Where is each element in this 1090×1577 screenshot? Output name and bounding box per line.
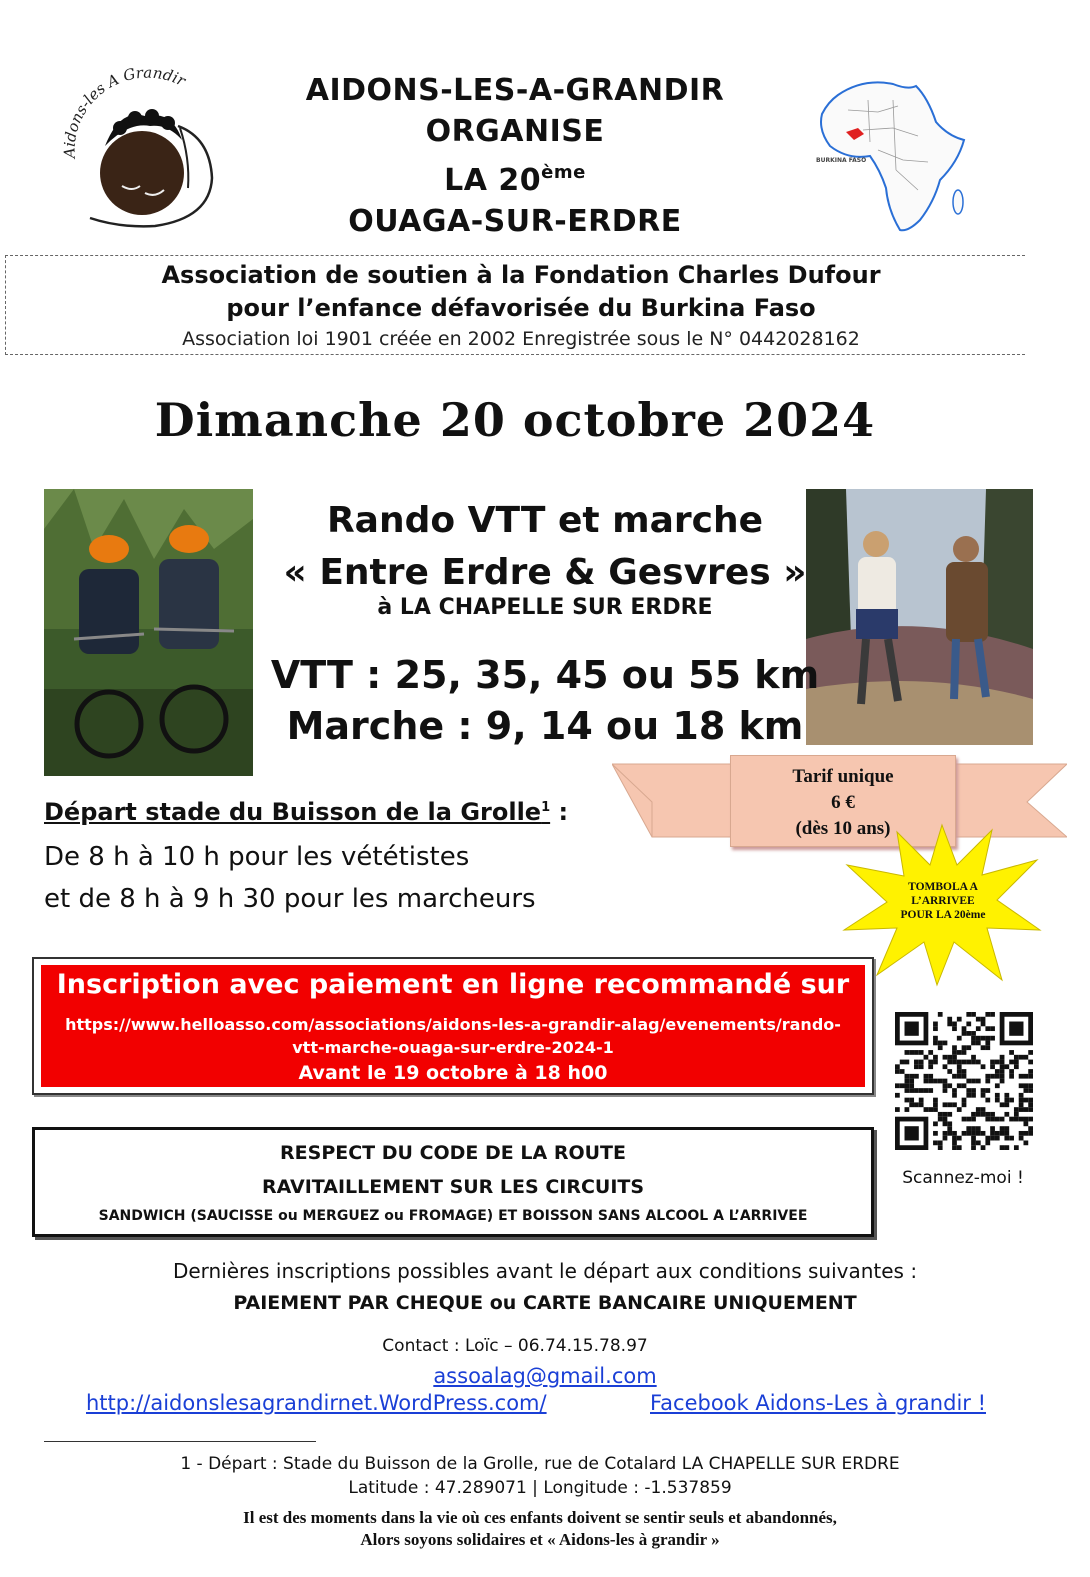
marche-distances: Marche : 9, 14 ou 18 km <box>286 704 804 748</box>
rando-title-line1: Rando VTT et marche <box>326 500 764 541</box>
header-line3: LA 20ème <box>444 162 586 198</box>
tombola-line3: POUR LA 20ème <box>900 909 986 921</box>
info-road-rules: RESPECT DU CODE DE LA ROUTE <box>280 1142 626 1164</box>
footnote-ref: 1 <box>541 800 551 815</box>
header-line4: OUAGA-SUR-ERDRE <box>348 204 682 239</box>
footnote-divider <box>44 1441 316 1442</box>
depart-times-marche: et de 8 h à 9 h 30 pour les marcheurs <box>44 884 536 914</box>
registration-title: Inscription avec paiement en ligne recommandé sur <box>56 969 850 1000</box>
association-box <box>5 255 1025 355</box>
rando-location: à LA CHAPELLE SUR ERDRE <box>377 595 713 620</box>
website-link[interactable]: http://aidonslesagrandirnet.WordPress.com/ <box>86 1391 547 1415</box>
rando-title-line2: « Entre Erdre & Gesvres » <box>283 552 807 593</box>
association-line2: pour l’enfance défavorisée du Burkina Faso <box>226 294 816 322</box>
map-label: BURKINA FASO <box>816 157 867 164</box>
footnote-address: 1 - Départ : Stade du Buisson de la Grolle, rue de Cotalard LA CHAPELLE SUR ERDRE <box>180 1454 900 1474</box>
info-supplies: RAVITAILLEMENT SUR LES CIRCUITS <box>261 1176 645 1198</box>
depart-heading: Départ stade du Buisson de la Grolle$^1$ : <box>44 798 569 826</box>
email-link[interactable]: assoalag@gmail.com <box>433 1364 657 1388</box>
photo-bikers <box>44 489 253 776</box>
email-wrapper <box>0 1364 1090 1388</box>
payment-conditions: PAIEMENT PAR CHEQUE ou CARTE BANCAIRE UNIQUEMENT <box>233 1292 857 1314</box>
tarif-price: 6 € <box>831 792 855 813</box>
facebook-link[interactable]: Facebook Aidons-Les à grandir ! <box>650 1391 986 1415</box>
header-line1: AIDONS-LES-A-GRANDIR <box>305 73 725 108</box>
info-sandwich: SANDWICH (SAUCISSE ou MERGUEZ ou FROMAGE) ET BOISSON SANS ALCOOL A L’ARRIVEE <box>98 1208 808 1224</box>
registration-banner <box>41 965 865 1087</box>
late-registration: Dernières inscriptions possibles avant le départ aux conditions suivantes : <box>172 1259 918 1283</box>
closing-line1: Il est des moments dans la vie où ces enfants doivent se sentir seuls et abandonnés, <box>243 1508 837 1527</box>
tarif-age: (dès 10 ans) <box>795 818 891 839</box>
contact: Contact : Loïc – 06.74.15.78.97 <box>382 1336 648 1356</box>
photo-walkers <box>806 489 1033 745</box>
tombola-text <box>880 880 1006 922</box>
association-registration: Association loi 1901 créée en 2002 Enregistrée sous le N° 0442028162 <box>182 328 860 350</box>
distances <box>260 650 830 752</box>
association-logo <box>60 68 240 233</box>
africa-map <box>808 70 973 240</box>
association-line1: Association de soutien à la Fondation Charles Dufour <box>161 261 881 289</box>
vtt-distances: VTT : 25, 35, 45 ou 55 km <box>270 653 820 697</box>
rando-title <box>260 495 830 599</box>
info-box <box>32 1127 874 1237</box>
event-date: Dimanche 20 octobre 2024 <box>154 393 876 447</box>
depart-times-vtt: De 8 h à 10 h pour les vététistes <box>44 842 470 872</box>
qr-label: Scannez-moi ! <box>902 1168 1024 1188</box>
tombola-line2: L’ARRIVEE <box>911 895 975 907</box>
qr-code[interactable] <box>895 1012 1033 1150</box>
header-line2: ORGANISE <box>425 114 605 149</box>
header-title <box>260 70 770 242</box>
registration-deadline: Avant le 19 octobre à 18 h00 <box>298 1062 608 1084</box>
header-line3-sup: ème <box>541 162 586 183</box>
registration-url[interactable]: https://www.helloasso.com/associations/aidons-les-a-grandir-alag/evenements/rando- vtt-marche-ouaga-sur-erdre-2024-1 <box>65 1015 841 1057</box>
logo-text: Aidons-les A Grandir <box>60 68 189 159</box>
tarif-label: Tarif unique <box>792 766 894 787</box>
tombola-line1: TOMBOLA A <box>908 881 978 893</box>
closing-line2: Alors soyons solidaires et « Aidons-les à grandir » <box>360 1530 720 1549</box>
footnote-coordinates: Latitude : 47.289071 | Longitude : -1.537859 <box>348 1478 732 1498</box>
